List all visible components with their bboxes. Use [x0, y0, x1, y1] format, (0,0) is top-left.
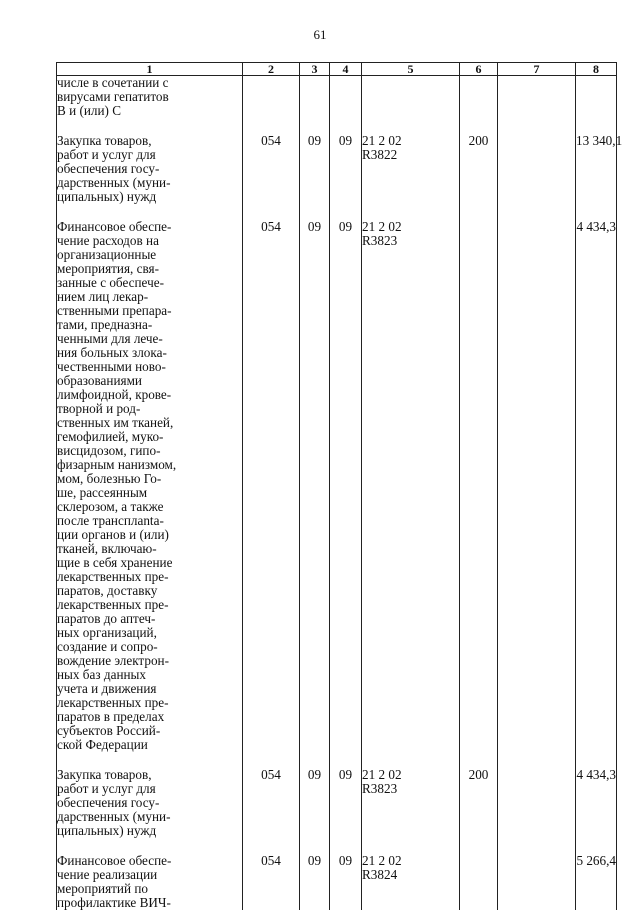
- table-row: [57, 134, 617, 204]
- cell-amount: 4 434,3: [576, 768, 617, 838]
- item-name: Финансовое обеспе- чение расходов на организационные мероприятия, свя- занные с обеспече- нием лиц лекар- ственными препара- тами, предназна- ченными для лече- ния больных злока- чественными ново- образованиями лимфоидной, крове- творной и род- ственных им тканей, гемофилией, муко- висцидозом, гипо- физарным нанизмом, мом, болезнью Го- ше, рассеянным склерозом, а также после трансплanta- ции органов и (или) тканей, включаю- щие в себя хранение лекарственных пре- паратов, доставку лекарственных пре- паратов до аптеч- ных организаций, создание и сопро- вождение электрон- ных баз данных учета и движения лекарственных пре- паратов в пределах субъектов Россий- ской Федерации: [57, 220, 243, 752]
- cell-col6: [460, 76, 498, 119]
- cell-col5: 21 2 02 R3823: [362, 768, 460, 838]
- item-name: числе в сочетании с вирусами гепатитов В и (или) С: [57, 76, 243, 119]
- page-number: 61: [313, 27, 327, 42]
- cell-col7: [498, 134, 576, 204]
- cell-col4: [330, 76, 362, 119]
- cell-col5: 21 2 02 R3823: [362, 220, 460, 752]
- column-header-8: 8: [576, 63, 617, 76]
- budget-table: [56, 62, 623, 910]
- table-row: [57, 76, 617, 119]
- cell-amount: 4 434,3: [576, 220, 617, 752]
- cell-col4: 09: [330, 134, 362, 204]
- cell-col6: 200: [460, 134, 498, 204]
- cell-col3: [300, 76, 330, 119]
- cell-amount: [576, 76, 617, 119]
- column-header-3: 3: [300, 63, 330, 76]
- cell-col5: [362, 76, 460, 119]
- column-header-7: 7: [498, 63, 576, 76]
- cell-col2: 054: [243, 768, 300, 838]
- item-name: Закупка товаров, работ и услуг для обеспечения госу- дарственных (муни- ципальных) нужд: [57, 768, 243, 838]
- cell-col7: [498, 220, 576, 752]
- item-name: Финансовое обеспе- чение реализации мероприятий по профилактике ВИЧ-: [57, 854, 243, 910]
- table-row: [57, 854, 617, 910]
- cell-col3: 09: [300, 854, 330, 910]
- table-row: [57, 220, 617, 752]
- cell-col2: 054: [243, 220, 300, 752]
- cell-col6: 200: [460, 768, 498, 838]
- column-header-6: 6: [460, 63, 498, 76]
- column-header-2: 2: [243, 63, 300, 76]
- column-header-4: 4: [330, 63, 362, 76]
- cell-col4: 09: [330, 768, 362, 838]
- cell-amount: 13 340,1: [576, 134, 617, 204]
- item-name: Закупка товаров, работ и услуг для обеспечения госу- дарственных (муни- ципальных) нужд: [57, 134, 243, 204]
- cell-col6: [460, 220, 498, 752]
- cell-col2: 054: [243, 134, 300, 204]
- cell-col7: [498, 854, 576, 910]
- cell-col7: [498, 76, 576, 119]
- header-row: [57, 63, 617, 76]
- cell-amount: 5 266,4: [576, 854, 617, 910]
- cell-col6: [460, 854, 498, 910]
- cell-col3: 09: [300, 768, 330, 838]
- cell-col3: 09: [300, 220, 330, 752]
- cell-col2: 054: [243, 854, 300, 910]
- cell-col5: 21 2 02 R3824: [362, 854, 460, 910]
- table-row: [57, 768, 617, 838]
- cell-col4: 09: [330, 854, 362, 910]
- cell-col2: [243, 76, 300, 119]
- cell-col4: 09: [330, 220, 362, 752]
- column-header-1: 1: [57, 63, 243, 76]
- cell-col7: [498, 768, 576, 838]
- cell-col3: 09: [300, 134, 330, 204]
- cell-col5: 21 2 02 R3822: [362, 134, 460, 204]
- column-header-5: 5: [362, 63, 460, 76]
